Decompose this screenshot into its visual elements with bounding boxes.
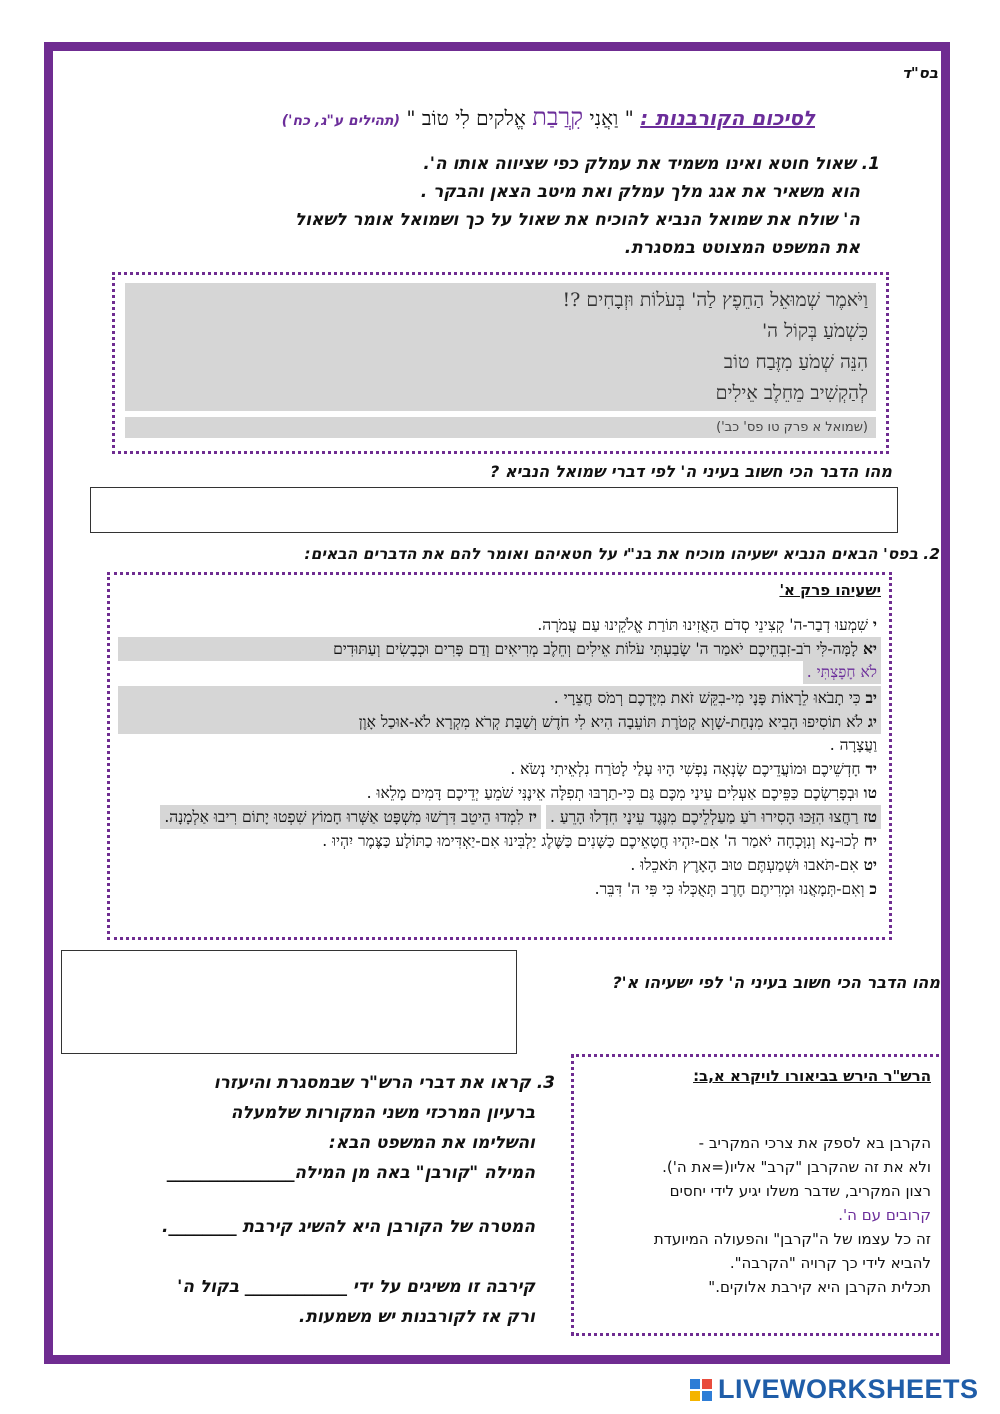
hirsch-line: ולא את זה שהקרבן "קרב" אליו(=את ה'). xyxy=(662,1158,931,1176)
hirsch-line: הקרבן בא לספק את צרכי המקריב - xyxy=(698,1134,931,1152)
section2-intro: 2. בפס' הבאים הנביא ישעיהו מוכיח את בנ"י על חטאיהם ואומר להם את הדברים הבאים: xyxy=(304,545,940,563)
page-title xyxy=(282,103,815,132)
verse-row: יג לֹא תוֹסִיפוּ הָבִיא מִנְחַת-שָׁוְא קְטֹרֶת תּוֹעֵבָה הִיא לִי חֹדֶשׁ וְשַׁבָּת קְרֹא מִקְרָא לֹא-אוּכַל אָוֶן xyxy=(118,710,881,734)
verse-row: טו וּבְפָרִשְׂכֶם כַּפֵּיכֶם אַעְלִים עֵינַי מִכֶּם גַּם כִּי-תַרְבּוּ תְפִלָּה אֵינֶנִּי שֹׁמֵעַ יְדֵיכֶם דָּמִים מָלֵאוּ . xyxy=(366,783,877,802)
shmuel-quote-box xyxy=(112,272,889,454)
hirsch-text xyxy=(584,1131,931,1299)
title-quote-open: " וַאֲנִי xyxy=(583,106,634,130)
section1-question: מהו הדבר הכי חשוב בעיני ה' לפי דברי שמואל הנביא ? xyxy=(490,462,892,481)
verse-row: לֹא חָפָצְתִּי . xyxy=(803,661,881,684)
section3-line: ברעיון המרכזי משני המקורות שלמעלה xyxy=(230,1103,535,1123)
fill-line-3[interactable]: קירבה זו משיגים על ידי ____________ בקול ה' xyxy=(177,1277,535,1297)
isaiah-box xyxy=(107,572,892,940)
quote-line: וַיֹּאמֶר שְׁמוּאֵל הַחֵפֶץ לַה' בְּעֹלוֹת וּזְבָחִים ?! xyxy=(562,289,868,311)
title-quote-word: קִרֲבַת xyxy=(532,103,584,131)
verse-row: י שִׁמְעוּ דְבַר-ה' קְצִינֵי סְדֹם הַאֲזִינוּ תּוֹרַת אֱלֹקֵינוּ עַם עֲמֹרָה. xyxy=(537,615,877,634)
verse-row: יט אִם-תֹּאבוּ וּשְׁמַעְתֶּם טוּב הָאָרֶץ תֹּאכֵלוּ . xyxy=(630,855,877,874)
title-quote-rest: אֱלקים לִי טוֹב " xyxy=(406,106,533,130)
shmuel-quote-text xyxy=(125,283,876,411)
hirsch-line: קרובים עם ה'. xyxy=(838,1206,931,1224)
quote-line: כִּשְׁמֹעַ בְּקוֹל ה' xyxy=(761,320,868,342)
logo-icon xyxy=(690,1379,712,1401)
isaiah-box-title: ישעיהו פרק א' xyxy=(779,581,881,599)
section1-line: הוא משאיר את אגג מלך עמלק ואת מיטב הצאן והבקר . xyxy=(420,182,860,202)
section1-line: 1. שאול חוטא ואינו משמיד את עמלק כפי שציווה אותו ה'. xyxy=(423,154,880,174)
fill-line-2[interactable]: המטרה של הקורבן היא להשיג קירבת ________. xyxy=(162,1217,535,1237)
verse-row: כ וְאִם-תְּמָאֲנוּ וּמְרִיתֶם חֶרֶב תְּאֻכְּלוּ כִּי פִּי ה' דִּבֵּר. xyxy=(594,879,877,898)
title-main: לסיכום הקורבנות : xyxy=(640,106,815,130)
verse-row: יד חָדְשֵׁיכֶם וּמוֹעֲדֵיכֶם שָׂנְאָה נַפְשִׁי הָיוּ עָלַי לָטֹרַח נִלְאֵיתִי נְשֹׂא . xyxy=(510,759,877,778)
answer-box-1[interactable] xyxy=(90,487,898,533)
logo-text: LIVEWORKSHEETS xyxy=(718,1374,979,1404)
section2-question: מהו הדבר הכי חשוב בעיני ה' לפי ישעיהו א'? xyxy=(612,973,940,992)
fill-line-1[interactable]: המילה "קורבן" באה מן המילה_______________ xyxy=(166,1163,535,1183)
section3-text xyxy=(65,1068,555,1332)
section3-line: 3. קראו את דברי הרש"ר שבמסגרת והיעזרו xyxy=(213,1073,555,1093)
verse-row: יא לָמָּה-לִּי רֹב-זִבְחֵיכֶם יֹאמַר ה' שָׂבַעְתִּי עֹלוֹת אֵילִים וְחֵלֶב מְרִיאִים וְדַם פָּרִים וּכְבָשִׂים וְעַתּוּדִים xyxy=(118,637,881,661)
quote-line: לְהַקְשִׁיב מֵחֵלֶב אֵילִים xyxy=(715,382,868,404)
hirsch-box xyxy=(571,1054,944,1336)
hirsch-line: זה כל עצמו של ה"קרבן" והפעולה המיועדת xyxy=(653,1230,931,1248)
hirsch-line: תכלית הקרבן היא קירבת אלוקים." xyxy=(708,1278,931,1296)
answer-box-2[interactable] xyxy=(61,950,517,1054)
shmuel-quote-source: (שמואל א פרק טו פס' כב') xyxy=(125,417,876,438)
verse-row: וַעֲצָרָה . xyxy=(829,736,877,754)
hirsch-title: הרש"ר הירש בביאורו לויקרא א,ב: xyxy=(693,1067,931,1085)
hirsch-line: רצון המקריב, שדבר משלו יגיע לידי יחסים xyxy=(669,1182,931,1200)
verse-row: טז רַחֲצוּ הִזַּכּוּ הָסִירוּ רֹעַ מַעַלְלֵיכֶם מִנֶּגֶד עֵינָי חִדְלוּ הָרֵעַ . xyxy=(546,805,881,829)
verse-row: יז לִמְדוּ הֵיטֵב דִּרְשׁוּ מִשְׁפָּט אַשְּׁרוּ חָמוֹץ שִׁפְטוּ יָתוֹם רִיבוּ אַלְמָנָה. xyxy=(160,805,541,829)
title-source: (תהילים ע"ג, כח') xyxy=(281,113,400,129)
verse-row: יח לְכוּ-נָא וְנִוָּכְחָה יֹאמַר ה' אִם-יִהְיוּ חֲטָאֵיכֶם כַּשָּׁנִים כַּשֶּׁלֶג יַלְבִּינוּ אִם-יַאְדִּימוּ כַתּוֹלָע כַּצֶּמֶר יִהְיוּ . xyxy=(322,831,877,850)
liveworksheets-logo xyxy=(690,1374,979,1405)
section1-line: את המשפט המצוטט במסגרת. xyxy=(624,238,860,258)
section1-text xyxy=(295,150,880,262)
section3-line: והשלימו את המשפט הבא: xyxy=(328,1133,535,1153)
section1-line: ה' שולח את שמואל הנביא להוכיח את שאול על כך ושמואל אומר לשאול xyxy=(294,210,860,230)
bsd-label: בס"ד xyxy=(902,64,938,82)
hirsch-line: להביא לידי כך קרויה "הקרבה". xyxy=(729,1254,931,1272)
quote-line: הִנֵּה שְׁמֹעַ מִזֶּבַח טוֹב xyxy=(723,351,868,373)
verse-row: יב כִּי תָבֹאוּ לֵרָאוֹת פָּנָי מִי-בִקֵּשׁ זֹאת מִיֶּדְכֶם רְמֹס חֲצֵרָי . xyxy=(118,686,881,710)
section3-line: ורק אז לקורבנות יש משמעות. xyxy=(298,1307,535,1327)
